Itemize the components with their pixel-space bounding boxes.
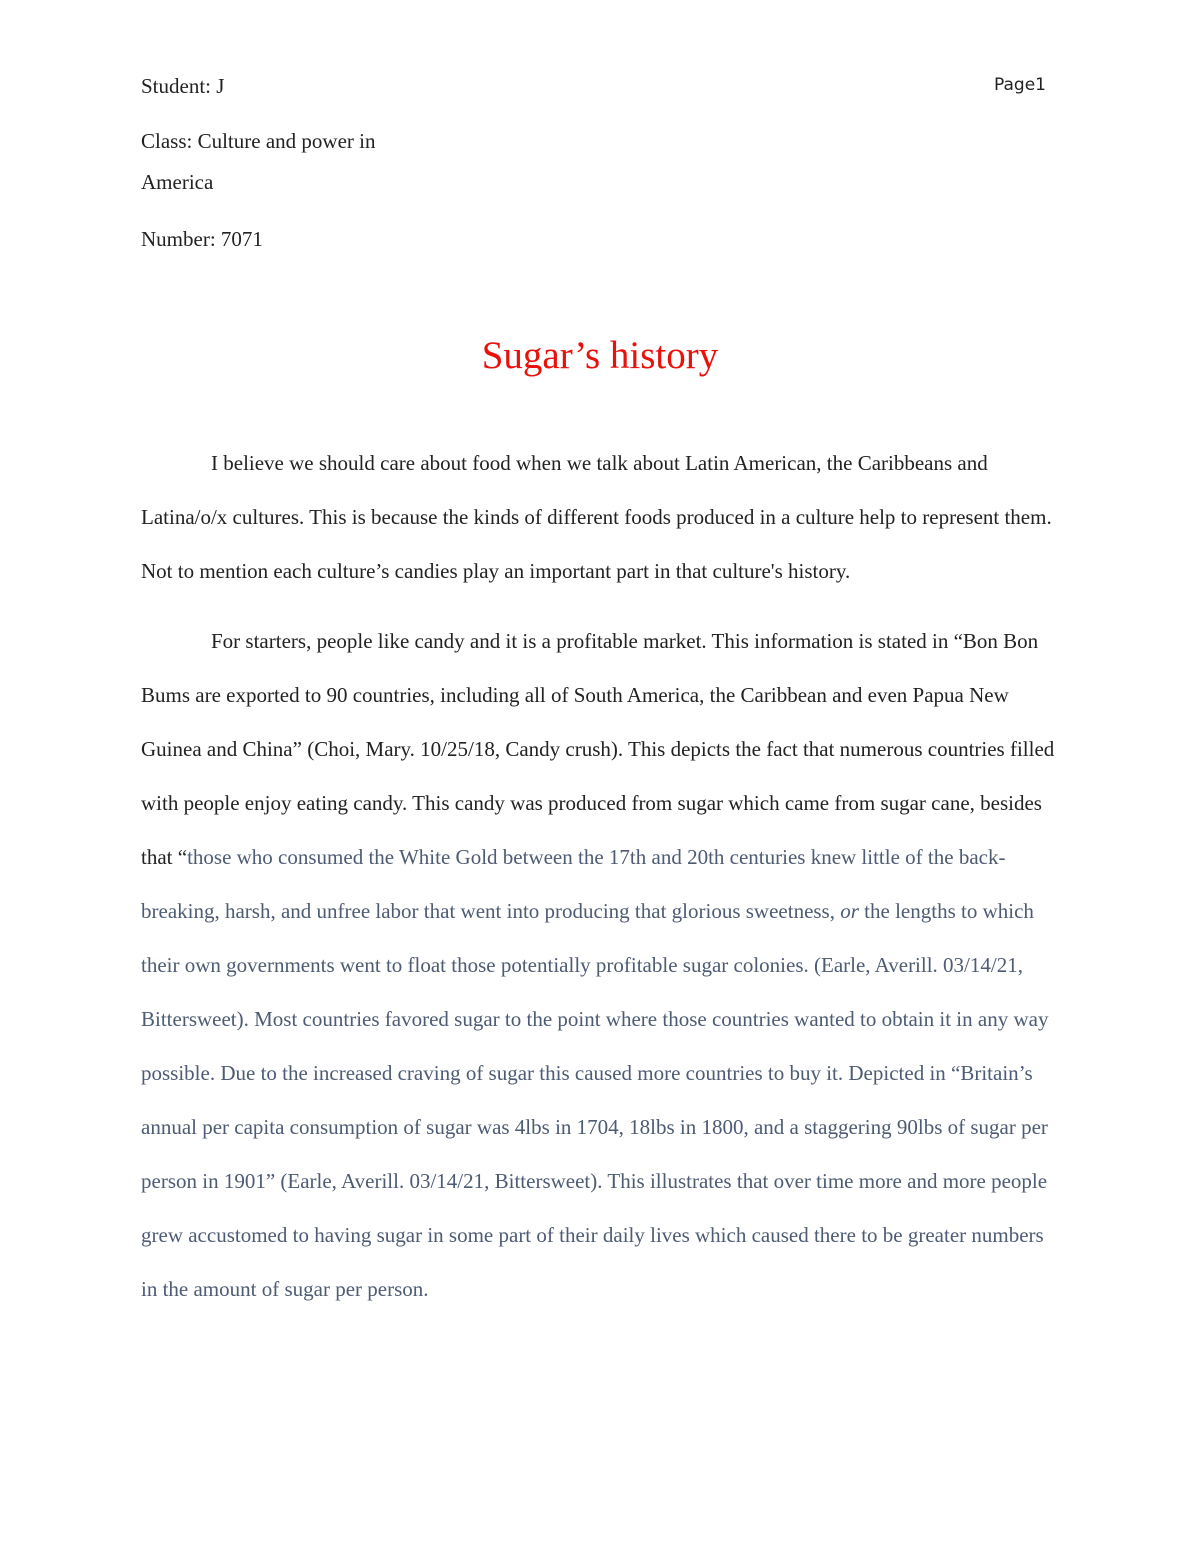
paragraph-1: I believe we should care about food when we talk about Latin American, the Caribbeans and Latina/o/x cultures. This is because the kinds of different foods produced in a culture help to represent them. Not to mention each culture’s candies play an important part in that culture's history. (141, 451, 1052, 583)
paragraph-2-text-d: the lengths to which their own governments went to float those potentially profitable sugar colonies. (Earle, Averill. 03/14/21, Bittersweet). Most countries favored sugar to the point where those countries wanted to obtain it in any way possible. Due to the increased craving of sugar this caused more countries to buy it. Depicted in “Britain’s annual per capita consumption of sugar was 4lbs in 1704, 18lbs in 1800, and a staggering 90lbs of sugar per person in 1901” (Earle, Averill. 03/14/21, Bittersweet). This illustrates that over time more and more people grew accustomed to having sugar in some part of their daily lives which caused there to be greater numbers in the amount of sugar per person. (141, 899, 1049, 1301)
paragraph-2 (141, 614, 1061, 1316)
paragraph-2-text-a: For starters, people like candy and it is a profitable market. This information is stated in “Bon Bon Bums are exported to 90 countries, including all of South America, the Caribbean and even Papua New Guinea and China” (Choi, Mary. 10/25/18, Candy crush). This depicts the fact that numerous countries filled with people enjoy eating candy. This candy was produced from sugar which came from sugar cane, besides that “ (141, 629, 1055, 869)
paragraph-2-quote: those who consumed the White Gold between the 17th and 20th centuries knew little of the back-breaking, harsh, and unfree labor that went into producing that glorious sweetness, (141, 845, 1006, 923)
document-body (141, 436, 1061, 1316)
paragraph-2-italic-word: or (840, 899, 859, 923)
page-number: Page1 (994, 75, 1046, 95)
class-line-2: America (141, 170, 214, 194)
document-title: Sugar’s history (481, 334, 719, 377)
class-line-1: Class: Culture and power in (141, 129, 376, 153)
student-line: Student: J (141, 74, 225, 98)
number-line: Number: 7071 (141, 227, 263, 251)
